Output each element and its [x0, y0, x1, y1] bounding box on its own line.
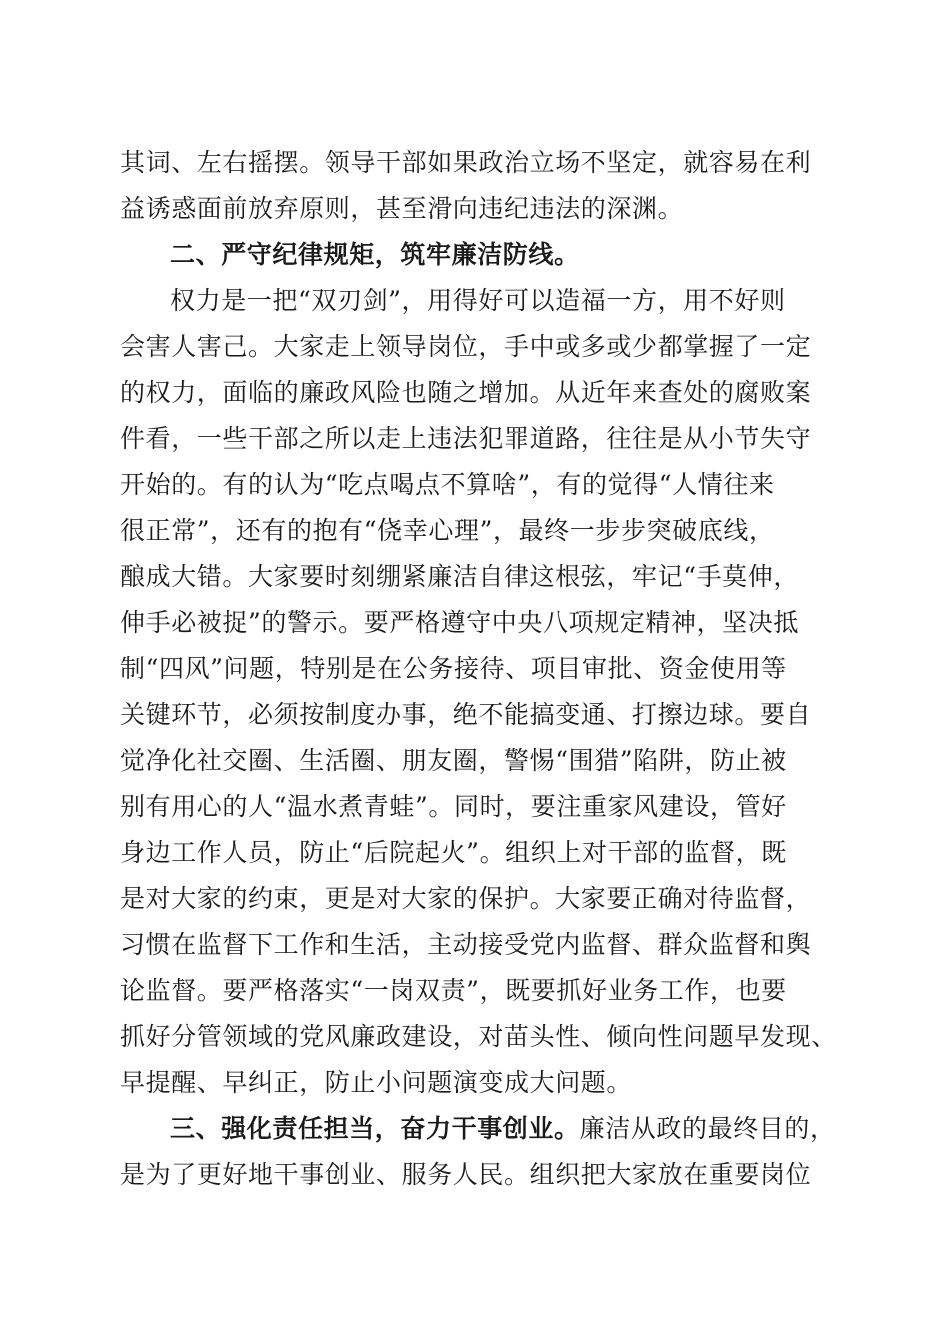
section-heading-3-line [120, 1106, 836, 1152]
text-line: 酿成大错。大家要时刻绷紧廉洁自律这根弦，牢记“手莫伸， [120, 562, 799, 591]
text-segment: 廉洁从政的最终目的， [579, 1114, 836, 1143]
text-line: 其词、左右摇摆。领导干部如果政治立场不坚定，就容易在利 [120, 148, 812, 177]
text-line: 早提醒、早纠正，防止小问题演变成大问题。 [120, 1068, 633, 1097]
section-heading-3: 三、强化责任担当，奋力干事创业。 [170, 1114, 580, 1143]
text-line: 权力是一把“双刃剑”，用得好可以造福一方，用不好则 [170, 286, 786, 315]
text-line: 觉净化社交圈、生活圈、朋友圈，警惕“围猎”陷阱，防止被 [120, 746, 787, 775]
text-line: 开始的。有的认为“吃点喝点不算啥”，有的觉得“人情往来 [120, 470, 775, 499]
text-line: 抓好分管领域的党风廉政建设，对苗头性、倾向性问题早发现、 [120, 1022, 837, 1051]
text-line: 件看，一些干部之所以走上违法犯罪道路，往往是从小节失守 [120, 424, 812, 453]
text-line: 关键环节，必须按制度办事，绝不能搞变通、打擦边球。要自 [120, 700, 812, 729]
document-body [120, 140, 837, 1198]
text-line: 制“四风”问题，特别是在公务接待、项目审批、资金使用等 [120, 654, 787, 683]
section-heading-2: 二、严守纪律规矩，筑牢廉洁防线。 [170, 240, 580, 269]
text-line: 益诱惑面前放弃原则，甚至滑向违纪违法的深渊。 [120, 194, 684, 223]
text-line: 伸手必被捉”的警示。要严格遵守中央八项规定精神，坚决抵 [120, 608, 799, 637]
text-line: 很正常”，还有的抱有“侥幸心理”，最终一步步突破底线， [120, 516, 775, 545]
text-line: 是为了更好地干事创业、服务人民。组织把大家放在重要岗位 [120, 1160, 812, 1189]
text-line: 习惯在监督下工作和生活，主动接受党内监督、群众监督和舆 [120, 930, 812, 959]
text-line: 的权力，面临的廉政风险也随之增加。从近年来查处的腐败案 [120, 378, 812, 407]
text-line: 是对大家的约束，更是对大家的保护。大家要正确对待监督， [120, 884, 812, 913]
text-line: 身边工作人员，防止“后院起火”。组织上对干部的监督，既 [120, 838, 787, 867]
text-line: 别有用心的人“温水煮青蛙”。同时，要注重家风建设，管好 [120, 792, 787, 821]
text-line: 会害人害己。大家走上领导岗位，手中或多或少都掌握了一定 [120, 332, 812, 361]
text-line: 论监督。要严格落实“一岗双责”，既要抓好业务工作，也要 [120, 976, 787, 1005]
